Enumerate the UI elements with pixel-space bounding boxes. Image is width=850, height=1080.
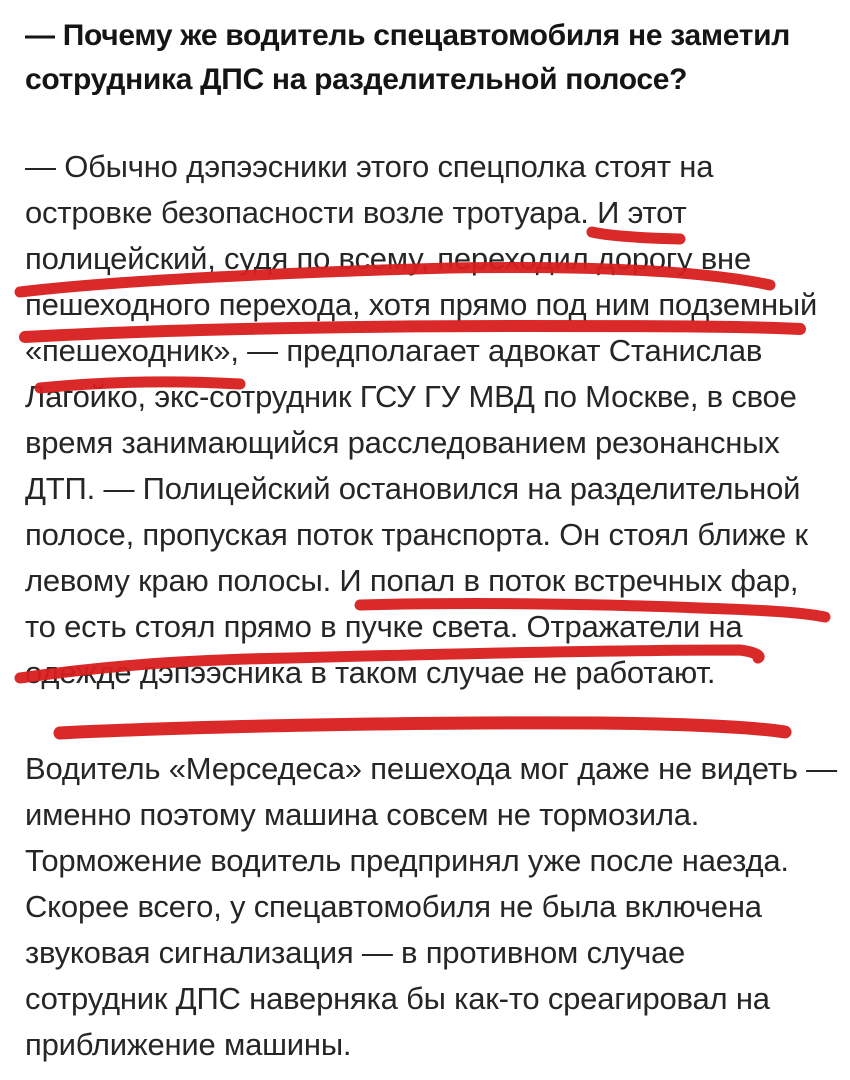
- answer-line: одежде дэпээсника в таком случае не работают.: [25, 655, 716, 690]
- question-line: — Почему же водитель спецавтомобиля не заметил: [25, 19, 791, 52]
- answer-line: — Обычно дэпээсники этого спецполка стоят на: [25, 149, 714, 184]
- answer-line: левому краю полосы. И попал в поток встречных фар,: [25, 563, 799, 598]
- interview-question: [25, 14, 825, 102]
- paragraph-line: звуковая сигнализация — в противном случае: [25, 935, 686, 970]
- marker-stroke: [60, 723, 785, 733]
- paragraph-line: именно поэтому машина совсем не тормозила.: [25, 797, 700, 832]
- paragraph-line: приближение машины.: [25, 1027, 352, 1062]
- answer-line: полосе, пропуская поток транспорта. Он стоял ближе к: [25, 517, 808, 552]
- answer-line: то есть стоял прямо в пучке света. Отражатели на: [25, 609, 743, 644]
- answer-line: полицейский, судя по всему, переходил дорогу вне: [25, 241, 751, 276]
- paragraph-line: Водитель «Мерседеса» пешехода мог даже не видеть —: [25, 751, 837, 786]
- paragraph-line: сотрудник ДПС наверняка бы как-то среагировал на: [25, 981, 770, 1016]
- question-line: сотрудника ДПС на разделительной полосе?: [25, 63, 688, 96]
- answer-line: островке безопасности возле тротуара. И этот: [25, 195, 687, 230]
- answer-line: ДТП. — Полицейский остановился на разделительной: [25, 471, 801, 506]
- answer-line: «пешеходник», — предполагает адвокат Станислав: [25, 333, 763, 368]
- answer-line: время занимающийся расследованием резонансных: [25, 425, 780, 460]
- paragraph-line: Скорее всего, у спецавтомобиля не была включена: [25, 889, 762, 924]
- answer-line: пешеходного перехода, хотя прямо под ним подземный: [25, 287, 818, 322]
- paragraph-line: Торможение водитель предпринял уже после наезда.: [25, 843, 789, 878]
- answer-line: Лагойко, экс-сотрудник ГСУ ГУ МВД по Москве, в свое: [25, 379, 797, 414]
